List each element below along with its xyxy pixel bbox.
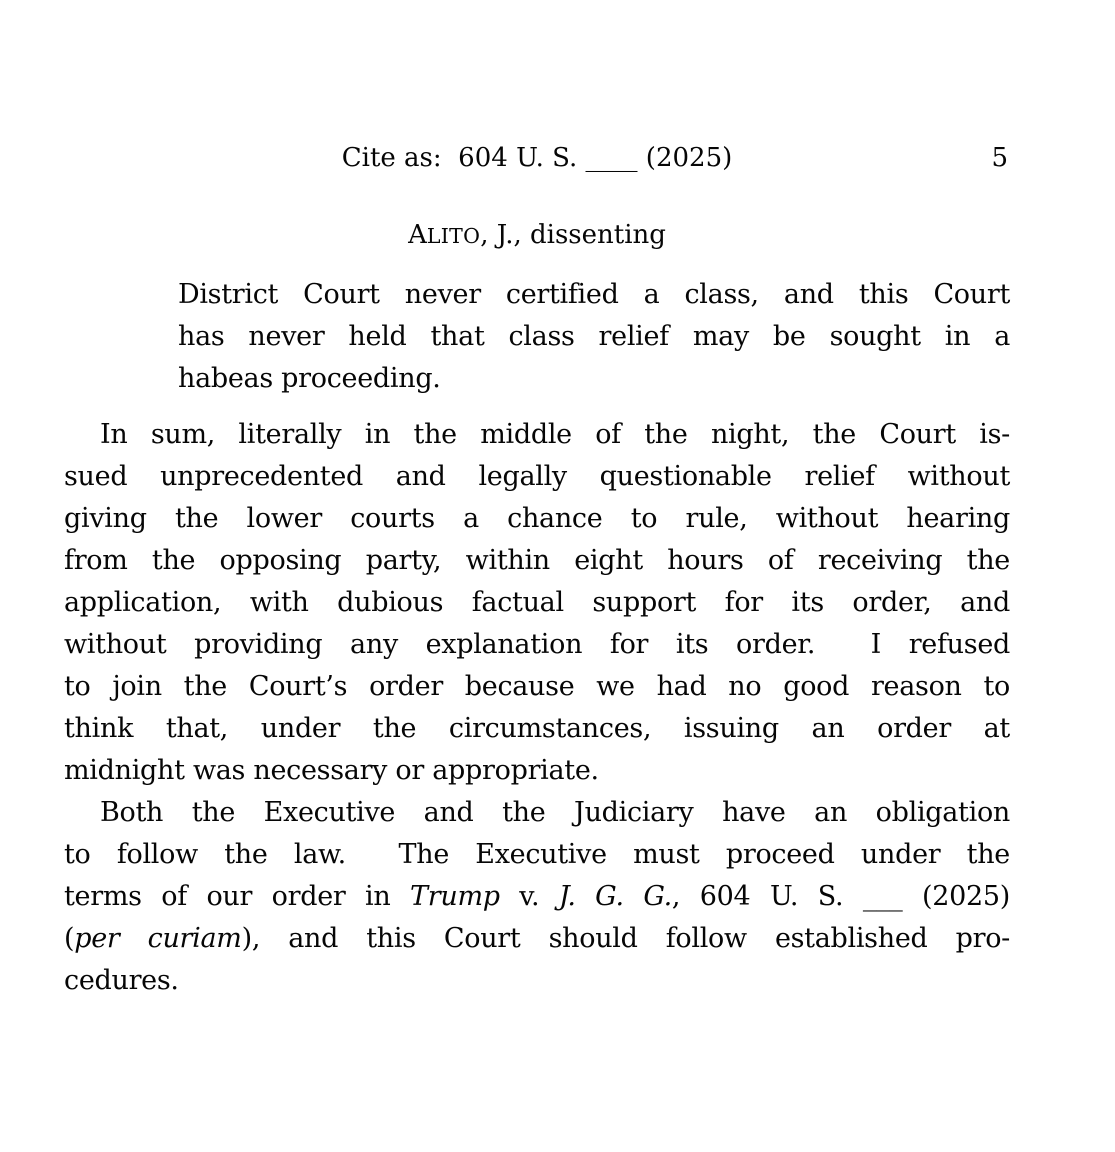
text-segment: ), and this Court should follow established pro- bbox=[241, 923, 1010, 954]
paragraph bbox=[64, 792, 1010, 1002]
citation-header: Cite as: 604 U. S. ____ (2025) bbox=[341, 143, 733, 173]
text-line bbox=[64, 960, 1010, 1002]
text-line bbox=[64, 456, 1010, 498]
paragraph bbox=[64, 414, 1010, 792]
text-line bbox=[64, 582, 1010, 624]
block-quote bbox=[64, 274, 1010, 400]
text-segment: to follow the law. The Executive must proceed under the bbox=[64, 839, 1010, 870]
text-line bbox=[64, 792, 1010, 834]
text-line bbox=[178, 316, 1010, 358]
text-segment: has never held that class relief may be sought in a bbox=[178, 321, 1010, 352]
byline-suffix: , J., dissenting bbox=[480, 220, 666, 250]
italic-text: J. G. G. bbox=[558, 881, 672, 912]
text-segment: ( bbox=[64, 923, 75, 954]
text-segment: In sum, literally in the middle of the night, the Court is- bbox=[100, 419, 1010, 450]
text-line bbox=[64, 876, 1010, 918]
justice-name-small-caps: LITO bbox=[426, 224, 481, 248]
text-segment: terms of our order in bbox=[64, 881, 411, 912]
italic-text: per curiam bbox=[74, 923, 242, 954]
text-segment: v. bbox=[499, 881, 559, 912]
text-line bbox=[64, 834, 1010, 876]
text-segment: cedures. bbox=[64, 965, 179, 996]
text-line bbox=[178, 358, 1010, 400]
justice-name-initial: A bbox=[408, 220, 427, 250]
text-segment: without providing any explanation for its order. I refused bbox=[64, 629, 1010, 660]
page-header bbox=[64, 142, 1010, 174]
text-segment: think that, under the circumstances, issuing an order at bbox=[64, 713, 1010, 744]
text-segment: application, with dubious factual support for its order, and bbox=[64, 587, 1010, 618]
byline bbox=[64, 219, 1010, 252]
text-line bbox=[64, 498, 1010, 540]
text-line bbox=[64, 708, 1010, 750]
text-line bbox=[178, 274, 1010, 316]
opinion-body bbox=[64, 274, 1010, 1002]
text-segment: habeas proceeding. bbox=[178, 363, 441, 394]
text-line bbox=[64, 918, 1010, 960]
text-segment: from the opposing party, within eight hours of receiving the bbox=[64, 545, 1010, 576]
text-segment: sued unprecedented and legally questionable relief without bbox=[64, 461, 1010, 492]
text-segment: Both the Executive and the Judiciary have an obligation bbox=[100, 797, 1010, 828]
page-number: 5 bbox=[991, 143, 1008, 173]
italic-text: Trump bbox=[410, 881, 500, 912]
text-segment: , 604 U. S. ___ (2025) bbox=[671, 881, 1010, 912]
text-segment: to join the Court’s order because we had no good reason to bbox=[64, 671, 1010, 702]
text-line bbox=[64, 540, 1010, 582]
text-segment: giving the lower courts a chance to rule, without hearing bbox=[64, 503, 1010, 534]
text-line bbox=[64, 750, 1010, 792]
text-line bbox=[64, 666, 1010, 708]
text-line bbox=[64, 414, 1010, 456]
text-segment: District Court never certified a class, and this Court bbox=[178, 279, 1010, 310]
text-segment: midnight was necessary or appropriate. bbox=[64, 755, 599, 786]
text-line bbox=[64, 624, 1010, 666]
